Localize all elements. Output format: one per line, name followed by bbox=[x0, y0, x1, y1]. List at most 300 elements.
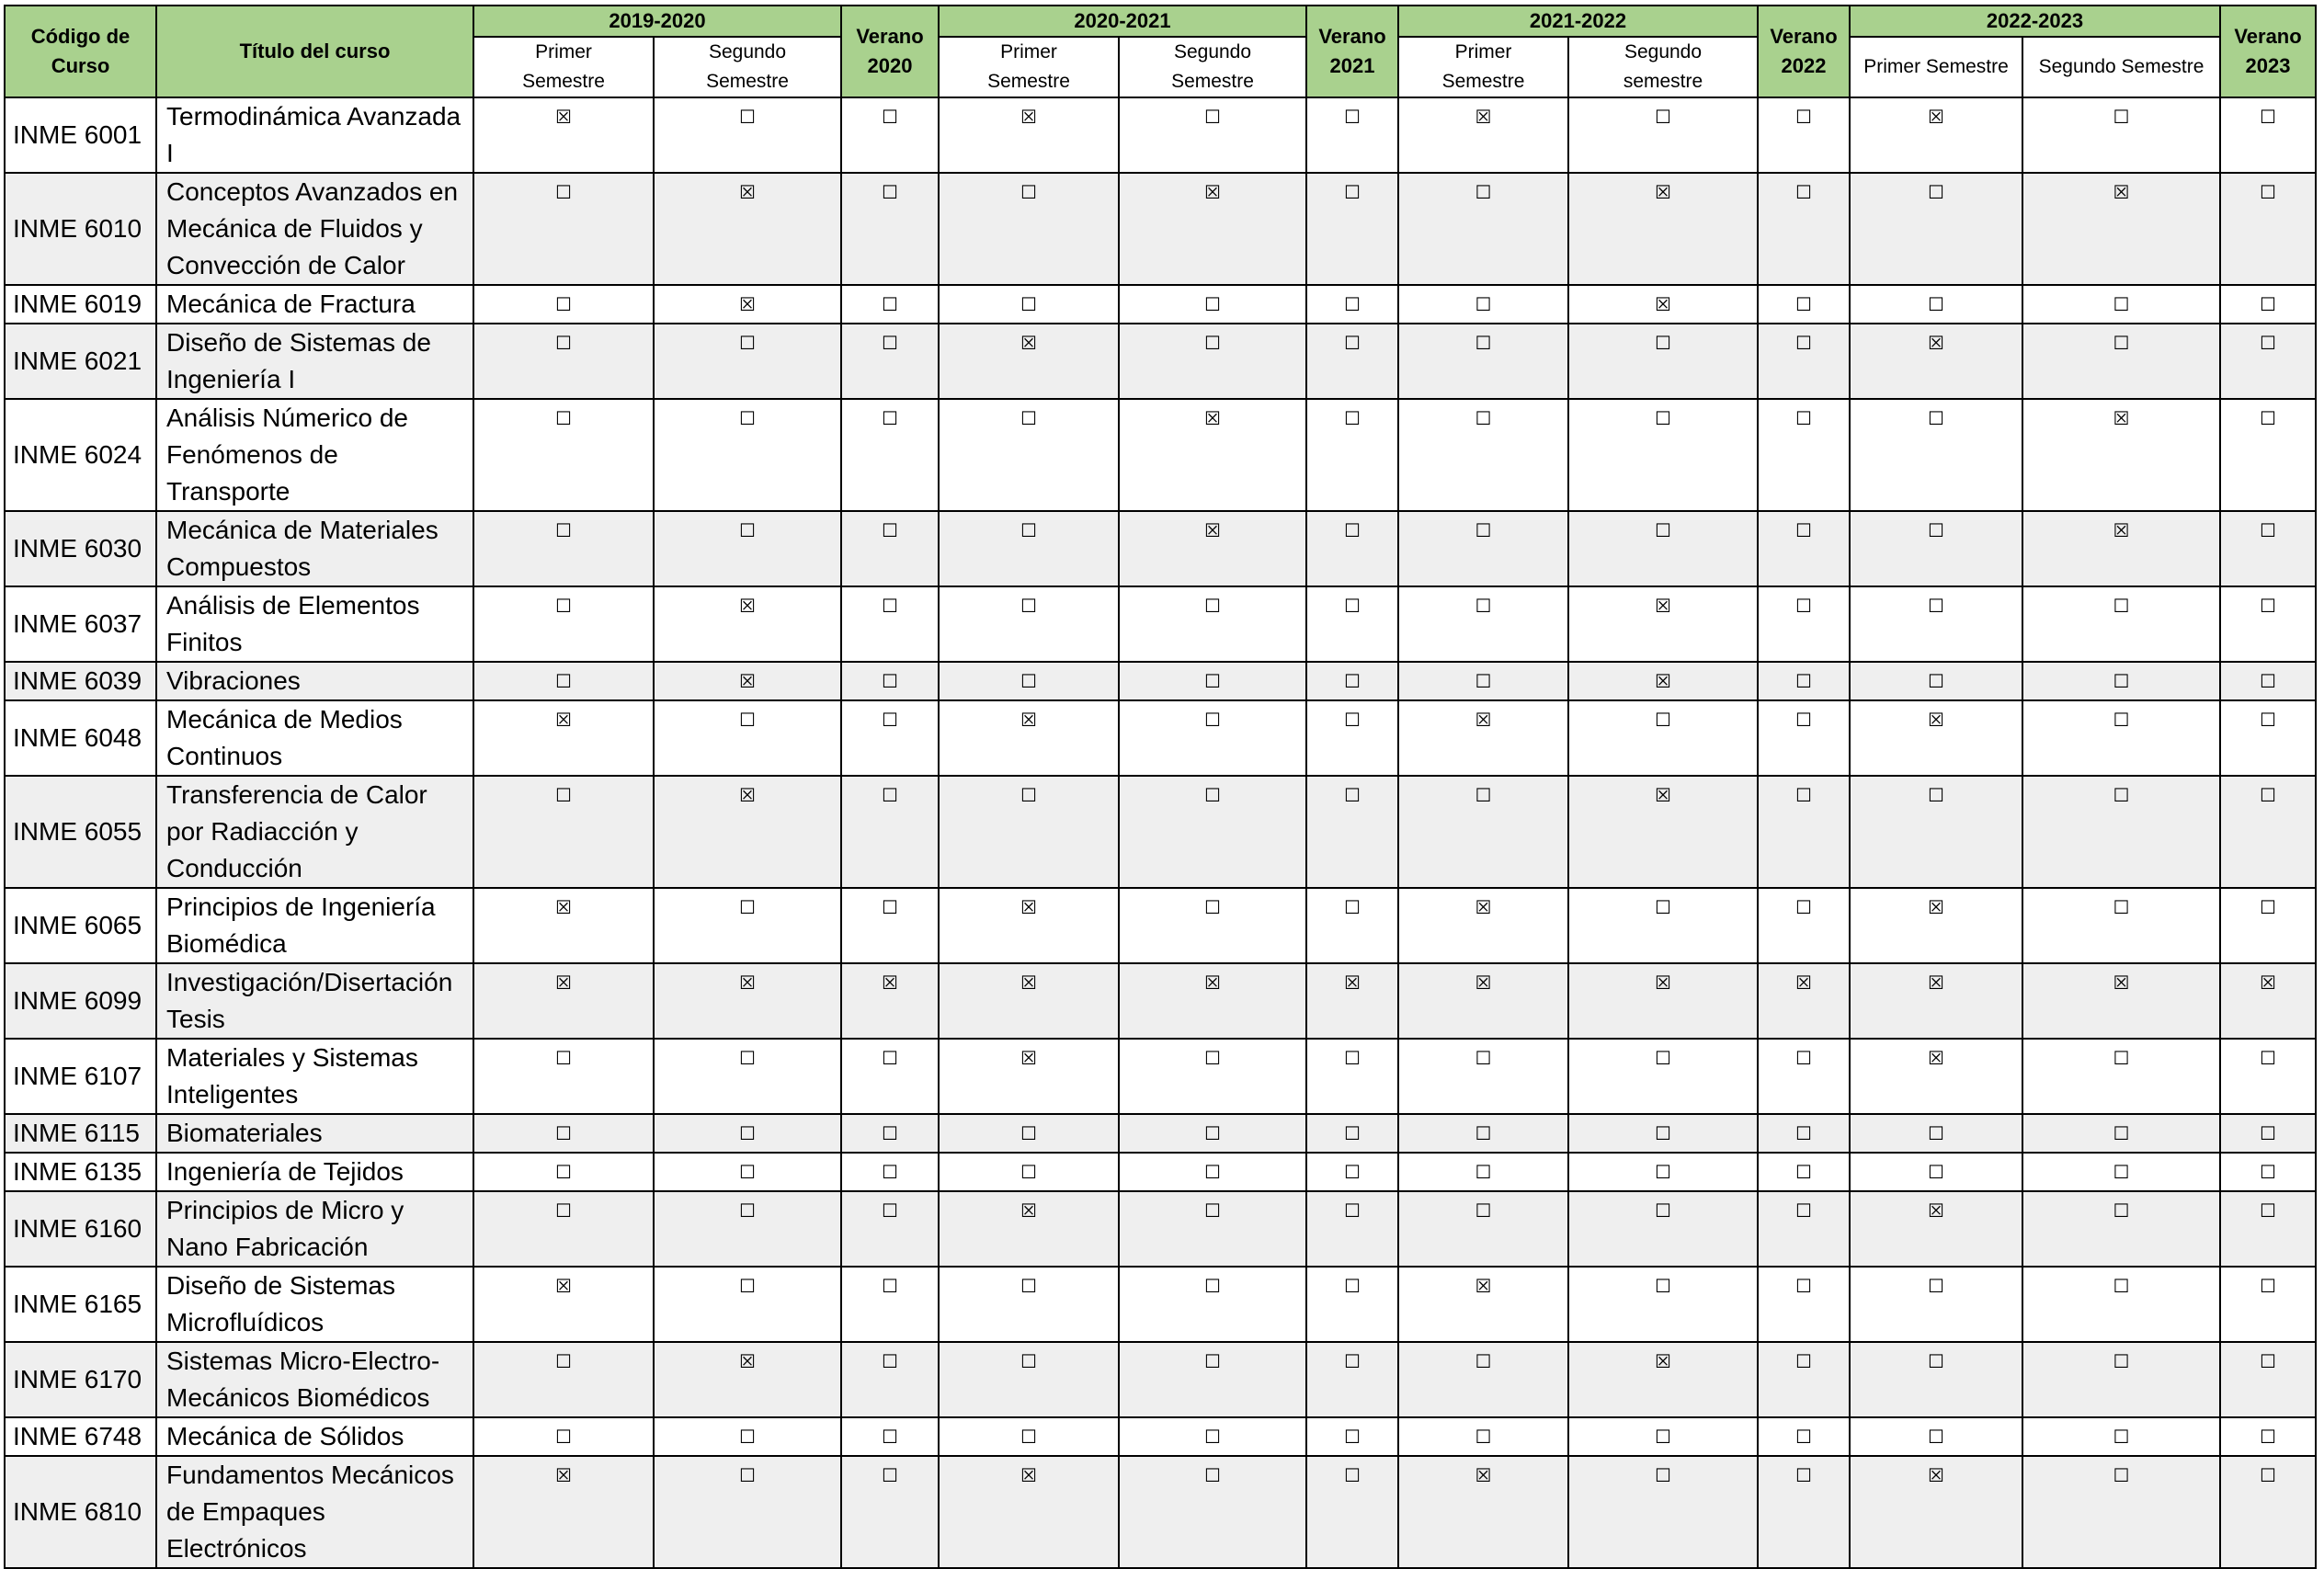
course-code-cell: INME 6010 bbox=[5, 173, 156, 285]
checked-box-icon: ☒ bbox=[1119, 173, 1306, 285]
unchecked-box-icon: ☐ bbox=[841, 1039, 939, 1114]
unchecked-box-icon: ☐ bbox=[841, 1191, 939, 1267]
course-code-cell: INME 6748 bbox=[5, 1417, 156, 1456]
unchecked-box-icon: ☐ bbox=[654, 700, 841, 776]
unchecked-box-icon: ☐ bbox=[1568, 1456, 1758, 1568]
unchecked-box-icon: ☐ bbox=[2022, 662, 2220, 700]
unchecked-box-icon: ☐ bbox=[1398, 586, 1568, 662]
course-code-cell: INME 6019 bbox=[5, 285, 156, 324]
unchecked-box-icon: ☐ bbox=[841, 511, 939, 586]
checked-box-icon: ☒ bbox=[939, 97, 1119, 173]
unchecked-box-icon: ☐ bbox=[841, 662, 939, 700]
course-title-cell: Mecánica de Medios Continuos bbox=[156, 700, 473, 776]
second-semester-header: Segundo Semestre bbox=[2022, 37, 2220, 97]
course-code-cell: INME 6099 bbox=[5, 963, 156, 1039]
unchecked-box-icon: ☐ bbox=[1306, 1114, 1398, 1153]
course-code-cell: INME 6024 bbox=[5, 399, 156, 511]
unchecked-box-icon: ☐ bbox=[939, 1153, 1119, 1191]
unchecked-box-icon: ☐ bbox=[1758, 511, 1850, 586]
table-row bbox=[5, 1456, 2316, 1568]
unchecked-box-icon: ☐ bbox=[2220, 324, 2316, 399]
table-row bbox=[5, 776, 2316, 888]
unchecked-box-icon: ☐ bbox=[841, 97, 939, 173]
unchecked-box-icon: ☐ bbox=[1850, 586, 2022, 662]
unchecked-box-icon: ☐ bbox=[1398, 776, 1568, 888]
unchecked-box-icon: ☐ bbox=[1306, 1153, 1398, 1191]
unchecked-box-icon: ☐ bbox=[1398, 173, 1568, 285]
unchecked-box-icon: ☐ bbox=[939, 1114, 1119, 1153]
unchecked-box-icon: ☐ bbox=[1568, 1191, 1758, 1267]
checked-box-icon: ☒ bbox=[939, 888, 1119, 963]
unchecked-box-icon: ☐ bbox=[841, 586, 939, 662]
course-title-cell: Análisis Númerico de Fenómenos de Transporte bbox=[156, 399, 473, 511]
unchecked-box-icon: ☐ bbox=[1568, 700, 1758, 776]
unchecked-box-icon: ☐ bbox=[2220, 1114, 2316, 1153]
unchecked-box-icon: ☐ bbox=[1119, 324, 1306, 399]
course-code-cell: INME 6170 bbox=[5, 1342, 156, 1417]
unchecked-box-icon: ☐ bbox=[1306, 173, 1398, 285]
unchecked-box-icon: ☐ bbox=[1758, 173, 1850, 285]
summer-word: Verano bbox=[1770, 25, 1838, 48]
unchecked-box-icon: ☐ bbox=[654, 888, 841, 963]
unchecked-box-icon: ☐ bbox=[1568, 1039, 1758, 1114]
unchecked-box-icon: ☐ bbox=[473, 285, 654, 324]
unchecked-box-icon: ☐ bbox=[1758, 1153, 1850, 1191]
checked-box-icon: ☒ bbox=[1568, 662, 1758, 700]
unchecked-box-icon: ☐ bbox=[1306, 1267, 1398, 1342]
unchecked-box-icon: ☐ bbox=[1758, 399, 1850, 511]
checked-box-icon: ☒ bbox=[2022, 963, 2220, 1039]
checked-box-icon: ☒ bbox=[1119, 399, 1306, 511]
unchecked-box-icon: ☐ bbox=[1306, 1191, 1398, 1267]
first-semester-header: Primer Semestre bbox=[1398, 37, 1568, 97]
checked-box-icon: ☒ bbox=[1850, 1456, 2022, 1568]
unchecked-box-icon: ☐ bbox=[1119, 888, 1306, 963]
unchecked-box-icon: ☐ bbox=[1758, 1342, 1850, 1417]
unchecked-box-icon: ☐ bbox=[1758, 586, 1850, 662]
unchecked-box-icon: ☐ bbox=[1850, 173, 2022, 285]
checked-box-icon: ☒ bbox=[654, 285, 841, 324]
unchecked-box-icon: ☐ bbox=[2022, 700, 2220, 776]
year-header-2019-2020: 2019-2020 bbox=[473, 6, 841, 37]
unchecked-box-icon: ☐ bbox=[1758, 1456, 1850, 1568]
unchecked-box-icon: ☐ bbox=[1306, 586, 1398, 662]
unchecked-box-icon: ☐ bbox=[473, 1153, 654, 1191]
checked-box-icon: ☒ bbox=[1398, 97, 1568, 173]
unchecked-box-icon: ☐ bbox=[939, 586, 1119, 662]
unchecked-box-icon: ☐ bbox=[1568, 1153, 1758, 1191]
course-title-cell: Conceptos Avanzados en Mecánica de Fluidos y Convección de Calor bbox=[156, 173, 473, 285]
checked-box-icon: ☒ bbox=[473, 1456, 654, 1568]
unchecked-box-icon: ☐ bbox=[841, 1267, 939, 1342]
course-title-cell: Biomateriales bbox=[156, 1114, 473, 1153]
unchecked-box-icon: ☐ bbox=[473, 173, 654, 285]
unchecked-box-icon: ☐ bbox=[1306, 511, 1398, 586]
unchecked-box-icon: ☐ bbox=[2220, 1456, 2316, 1568]
unchecked-box-icon: ☐ bbox=[2220, 586, 2316, 662]
unchecked-box-icon: ☐ bbox=[654, 1153, 841, 1191]
table-row bbox=[5, 285, 2316, 324]
checked-box-icon: ☒ bbox=[1398, 700, 1568, 776]
course-title-cell: Investigación/Disertación Tesis bbox=[156, 963, 473, 1039]
unchecked-box-icon: ☐ bbox=[841, 173, 939, 285]
unchecked-box-icon: ☐ bbox=[1758, 324, 1850, 399]
unchecked-box-icon: ☐ bbox=[1568, 97, 1758, 173]
unchecked-box-icon: ☐ bbox=[654, 324, 841, 399]
checked-box-icon: ☒ bbox=[1850, 97, 2022, 173]
unchecked-box-icon: ☐ bbox=[1398, 662, 1568, 700]
unchecked-box-icon: ☐ bbox=[1758, 97, 1850, 173]
course-code-cell: INME 6039 bbox=[5, 662, 156, 700]
checked-box-icon: ☒ bbox=[1568, 586, 1758, 662]
year-header-2021-2022: 2021-2022 bbox=[1398, 6, 1758, 37]
unchecked-box-icon: ☐ bbox=[1568, 324, 1758, 399]
unchecked-box-icon: ☐ bbox=[1306, 324, 1398, 399]
unchecked-box-icon: ☐ bbox=[1850, 776, 2022, 888]
unchecked-box-icon: ☐ bbox=[1306, 1456, 1398, 1568]
unchecked-box-icon: ☐ bbox=[654, 399, 841, 511]
unchecked-box-icon: ☐ bbox=[1758, 1267, 1850, 1342]
unchecked-box-icon: ☐ bbox=[1568, 399, 1758, 511]
unchecked-box-icon: ☐ bbox=[654, 1456, 841, 1568]
unchecked-box-icon: ☐ bbox=[654, 1191, 841, 1267]
unchecked-box-icon: ☐ bbox=[1758, 776, 1850, 888]
unchecked-box-icon: ☐ bbox=[841, 776, 939, 888]
unchecked-box-icon: ☐ bbox=[1398, 1114, 1568, 1153]
checked-box-icon: ☒ bbox=[1568, 285, 1758, 324]
unchecked-box-icon: ☐ bbox=[2220, 173, 2316, 285]
checked-box-icon: ☒ bbox=[473, 700, 654, 776]
unchecked-box-icon: ☐ bbox=[1119, 586, 1306, 662]
unchecked-box-icon: ☐ bbox=[1850, 1417, 2022, 1456]
checked-box-icon: ☒ bbox=[473, 963, 654, 1039]
table-row bbox=[5, 399, 2316, 511]
checked-box-icon: ☒ bbox=[654, 1342, 841, 1417]
course-title-cell: Diseño de Sistemas Microfluídicos bbox=[156, 1267, 473, 1342]
checked-box-icon: ☒ bbox=[1850, 963, 2022, 1039]
unchecked-box-icon: ☐ bbox=[1850, 662, 2022, 700]
course-title-cell: Vibraciones bbox=[156, 662, 473, 700]
unchecked-box-icon: ☐ bbox=[2220, 97, 2316, 173]
unchecked-box-icon: ☐ bbox=[1568, 1417, 1758, 1456]
unchecked-box-icon: ☐ bbox=[2022, 776, 2220, 888]
unchecked-box-icon: ☐ bbox=[1119, 1342, 1306, 1417]
table-row bbox=[5, 700, 2316, 776]
checked-box-icon: ☒ bbox=[841, 963, 939, 1039]
course-title-cell: Análisis de Elementos Finitos bbox=[156, 586, 473, 662]
unchecked-box-icon: ☐ bbox=[2220, 888, 2316, 963]
unchecked-box-icon: ☐ bbox=[841, 285, 939, 324]
unchecked-box-icon: ☐ bbox=[1306, 1039, 1398, 1114]
unchecked-box-icon: ☐ bbox=[2220, 511, 2316, 586]
checked-box-icon: ☒ bbox=[939, 1456, 1119, 1568]
table-row bbox=[5, 1417, 2316, 1456]
summer-word: Verano bbox=[1318, 25, 1386, 48]
unchecked-box-icon: ☐ bbox=[2022, 1342, 2220, 1417]
unchecked-box-icon: ☐ bbox=[1398, 1191, 1568, 1267]
unchecked-box-icon: ☐ bbox=[1758, 662, 1850, 700]
checked-box-icon: ☒ bbox=[1758, 963, 1850, 1039]
unchecked-box-icon: ☐ bbox=[2220, 776, 2316, 888]
unchecked-box-icon: ☐ bbox=[1306, 888, 1398, 963]
checked-box-icon: ☒ bbox=[2022, 511, 2220, 586]
summer-header-2022 bbox=[1758, 6, 1850, 97]
unchecked-box-icon: ☐ bbox=[1398, 1039, 1568, 1114]
unchecked-box-icon: ☐ bbox=[1119, 1417, 1306, 1456]
unchecked-box-icon: ☐ bbox=[1306, 662, 1398, 700]
unchecked-box-icon: ☐ bbox=[1306, 399, 1398, 511]
checked-box-icon: ☒ bbox=[1568, 776, 1758, 888]
unchecked-box-icon: ☐ bbox=[2220, 1039, 2316, 1114]
unchecked-box-icon: ☐ bbox=[473, 662, 654, 700]
unchecked-box-icon: ☐ bbox=[2022, 1039, 2220, 1114]
checked-box-icon: ☒ bbox=[1568, 173, 1758, 285]
checked-box-icon: ☒ bbox=[1850, 1039, 2022, 1114]
checked-box-icon: ☒ bbox=[654, 662, 841, 700]
course-title-cell: Termodinámica Avanzada I bbox=[156, 97, 473, 173]
unchecked-box-icon: ☐ bbox=[473, 776, 654, 888]
unchecked-box-icon: ☐ bbox=[1850, 1267, 2022, 1342]
table-row bbox=[5, 1039, 2316, 1114]
unchecked-box-icon: ☐ bbox=[841, 1456, 939, 1568]
unchecked-box-icon: ☐ bbox=[1398, 399, 1568, 511]
unchecked-box-icon: ☐ bbox=[939, 662, 1119, 700]
unchecked-box-icon: ☐ bbox=[2220, 399, 2316, 511]
unchecked-box-icon: ☐ bbox=[939, 1417, 1119, 1456]
unchecked-box-icon: ☐ bbox=[1119, 1039, 1306, 1114]
unchecked-box-icon: ☐ bbox=[1119, 1456, 1306, 1568]
course-code-cell: INME 6001 bbox=[5, 97, 156, 173]
unchecked-box-icon: ☐ bbox=[2220, 662, 2316, 700]
checked-box-icon: ☒ bbox=[654, 776, 841, 888]
unchecked-box-icon: ☐ bbox=[939, 1342, 1119, 1417]
unchecked-box-icon: ☐ bbox=[1119, 662, 1306, 700]
checked-box-icon: ☒ bbox=[654, 963, 841, 1039]
unchecked-box-icon: ☐ bbox=[654, 1114, 841, 1153]
unchecked-box-icon: ☐ bbox=[2022, 1153, 2220, 1191]
unchecked-box-icon: ☐ bbox=[1398, 285, 1568, 324]
checked-box-icon: ☒ bbox=[2022, 173, 2220, 285]
checked-box-icon: ☒ bbox=[1119, 511, 1306, 586]
unchecked-box-icon: ☐ bbox=[2022, 324, 2220, 399]
checked-box-icon: ☒ bbox=[939, 700, 1119, 776]
course-title-cell: Principios de Ingeniería Biomédica bbox=[156, 888, 473, 963]
unchecked-box-icon: ☐ bbox=[1850, 285, 2022, 324]
checked-box-icon: ☒ bbox=[1398, 963, 1568, 1039]
unchecked-box-icon: ☐ bbox=[939, 511, 1119, 586]
checked-box-icon: ☒ bbox=[939, 1191, 1119, 1267]
unchecked-box-icon: ☐ bbox=[2022, 1114, 2220, 1153]
unchecked-box-icon: ☐ bbox=[473, 1039, 654, 1114]
course-rows bbox=[5, 97, 2316, 1568]
summer-header-2020 bbox=[841, 6, 939, 97]
checked-box-icon: ☒ bbox=[2220, 963, 2316, 1039]
course-title-cell: Fundamentos Mecánicos de Empaques Electrónicos bbox=[156, 1456, 473, 1568]
course-code-cell: INME 6021 bbox=[5, 324, 156, 399]
unchecked-box-icon: ☐ bbox=[473, 1114, 654, 1153]
year-header-2020-2021: 2020-2021 bbox=[939, 6, 1306, 37]
course-code-cell: INME 6160 bbox=[5, 1191, 156, 1267]
unchecked-box-icon: ☐ bbox=[2220, 1267, 2316, 1342]
unchecked-box-icon: ☐ bbox=[1119, 1191, 1306, 1267]
unchecked-box-icon: ☐ bbox=[654, 1039, 841, 1114]
unchecked-box-icon: ☐ bbox=[1398, 1417, 1568, 1456]
table-header bbox=[5, 6, 2316, 97]
course-title-cell: Transferencia de Calor por Radiacción y Conducción bbox=[156, 776, 473, 888]
unchecked-box-icon: ☐ bbox=[1119, 285, 1306, 324]
checked-box-icon: ☒ bbox=[1306, 963, 1398, 1039]
table-row bbox=[5, 888, 2316, 963]
first-semester-header: Primer Semestre bbox=[1850, 37, 2022, 97]
unchecked-box-icon: ☐ bbox=[2220, 1191, 2316, 1267]
summer-header-2023 bbox=[2220, 6, 2316, 97]
course-title-cell: Sistemas Micro-Electro-Mecánicos Biomédicos bbox=[156, 1342, 473, 1417]
course-offering-table bbox=[4, 5, 2317, 1569]
checked-box-icon: ☒ bbox=[1850, 324, 2022, 399]
unchecked-box-icon: ☐ bbox=[1850, 1153, 2022, 1191]
unchecked-box-icon: ☐ bbox=[1119, 1267, 1306, 1342]
unchecked-box-icon: ☐ bbox=[1119, 776, 1306, 888]
unchecked-box-icon: ☐ bbox=[2022, 1417, 2220, 1456]
unchecked-box-icon: ☐ bbox=[841, 1153, 939, 1191]
course-code-cell: INME 6055 bbox=[5, 776, 156, 888]
checked-box-icon: ☒ bbox=[939, 963, 1119, 1039]
course-title-cell: Diseño de Sistemas de Ingeniería I bbox=[156, 324, 473, 399]
unchecked-box-icon: ☐ bbox=[2022, 1267, 2220, 1342]
unchecked-box-icon: ☐ bbox=[1306, 1342, 1398, 1417]
course-code-cell: INME 6048 bbox=[5, 700, 156, 776]
unchecked-box-icon: ☐ bbox=[841, 324, 939, 399]
unchecked-box-icon: ☐ bbox=[654, 1267, 841, 1342]
course-title-cell: Ingeniería de Tejidos bbox=[156, 1153, 473, 1191]
unchecked-box-icon: ☐ bbox=[1568, 511, 1758, 586]
unchecked-box-icon: ☐ bbox=[1306, 776, 1398, 888]
unchecked-box-icon: ☐ bbox=[939, 285, 1119, 324]
summer-year: 2020 bbox=[867, 54, 913, 77]
unchecked-box-icon: ☐ bbox=[2022, 1456, 2220, 1568]
checked-box-icon: ☒ bbox=[473, 1267, 654, 1342]
unchecked-box-icon: ☐ bbox=[1568, 1267, 1758, 1342]
course-title-cell: Mecánica de Sólidos bbox=[156, 1417, 473, 1456]
unchecked-box-icon: ☐ bbox=[1119, 97, 1306, 173]
checked-box-icon: ☒ bbox=[1398, 888, 1568, 963]
unchecked-box-icon: ☐ bbox=[473, 399, 654, 511]
unchecked-box-icon: ☐ bbox=[841, 1342, 939, 1417]
checked-box-icon: ☒ bbox=[1850, 888, 2022, 963]
checked-box-icon: ☒ bbox=[654, 173, 841, 285]
unchecked-box-icon: ☐ bbox=[1850, 399, 2022, 511]
unchecked-box-icon: ☐ bbox=[473, 586, 654, 662]
unchecked-box-icon: ☐ bbox=[841, 1417, 939, 1456]
unchecked-box-icon: ☐ bbox=[1850, 1114, 2022, 1153]
checked-box-icon: ☒ bbox=[1119, 963, 1306, 1039]
unchecked-box-icon: ☐ bbox=[473, 1342, 654, 1417]
course-title-header: Título del curso bbox=[156, 6, 473, 97]
checked-box-icon: ☒ bbox=[939, 1039, 1119, 1114]
unchecked-box-icon: ☐ bbox=[2022, 1191, 2220, 1267]
table-row bbox=[5, 97, 2316, 173]
unchecked-box-icon: ☐ bbox=[1398, 511, 1568, 586]
course-code-cell: INME 6065 bbox=[5, 888, 156, 963]
unchecked-box-icon: ☐ bbox=[1119, 1114, 1306, 1153]
unchecked-box-icon: ☐ bbox=[939, 1267, 1119, 1342]
table-row bbox=[5, 963, 2316, 1039]
unchecked-box-icon: ☐ bbox=[841, 1114, 939, 1153]
table-row bbox=[5, 511, 2316, 586]
checked-box-icon: ☒ bbox=[1568, 1342, 1758, 1417]
course-code-cell: INME 6165 bbox=[5, 1267, 156, 1342]
summer-word: Verano bbox=[2234, 25, 2302, 48]
unchecked-box-icon: ☐ bbox=[2022, 888, 2220, 963]
checked-box-icon: ☒ bbox=[473, 97, 654, 173]
unchecked-box-icon: ☐ bbox=[2220, 1342, 2316, 1417]
unchecked-box-icon: ☐ bbox=[473, 1191, 654, 1267]
unchecked-box-icon: ☐ bbox=[1306, 97, 1398, 173]
table-row bbox=[5, 324, 2316, 399]
table-row bbox=[5, 1191, 2316, 1267]
course-code-cell: INME 6030 bbox=[5, 511, 156, 586]
unchecked-box-icon: ☐ bbox=[2022, 586, 2220, 662]
course-code-cell: INME 6135 bbox=[5, 1153, 156, 1191]
course-code-cell: INME 6115 bbox=[5, 1114, 156, 1153]
unchecked-box-icon: ☐ bbox=[1758, 1417, 1850, 1456]
checked-box-icon: ☒ bbox=[1850, 700, 2022, 776]
unchecked-box-icon: ☐ bbox=[1398, 324, 1568, 399]
course-code-cell: INME 6037 bbox=[5, 586, 156, 662]
unchecked-box-icon: ☐ bbox=[1758, 888, 1850, 963]
unchecked-box-icon: ☐ bbox=[1306, 700, 1398, 776]
unchecked-box-icon: ☐ bbox=[1850, 511, 2022, 586]
unchecked-box-icon: ☐ bbox=[2220, 700, 2316, 776]
unchecked-box-icon: ☐ bbox=[473, 1417, 654, 1456]
table-row bbox=[5, 1267, 2316, 1342]
unchecked-box-icon: ☐ bbox=[1758, 1114, 1850, 1153]
course-title-cell: Mecánica de Fractura bbox=[156, 285, 473, 324]
unchecked-box-icon: ☐ bbox=[1398, 1153, 1568, 1191]
unchecked-box-icon: ☐ bbox=[1758, 1191, 1850, 1267]
checked-box-icon: ☒ bbox=[1398, 1456, 1568, 1568]
checked-box-icon: ☒ bbox=[1568, 963, 1758, 1039]
table-row bbox=[5, 586, 2316, 662]
second-semester-header: Segundo semestre bbox=[1568, 37, 1758, 97]
unchecked-box-icon: ☐ bbox=[1758, 700, 1850, 776]
unchecked-box-icon: ☐ bbox=[1758, 285, 1850, 324]
table-row bbox=[5, 1153, 2316, 1191]
unchecked-box-icon: ☐ bbox=[2220, 1417, 2316, 1456]
unchecked-box-icon: ☐ bbox=[1119, 1153, 1306, 1191]
second-semester-header: Segundo Semestre bbox=[654, 37, 841, 97]
unchecked-box-icon: ☐ bbox=[654, 97, 841, 173]
unchecked-box-icon: ☐ bbox=[1850, 1342, 2022, 1417]
unchecked-box-icon: ☐ bbox=[1758, 1039, 1850, 1114]
table-row bbox=[5, 1342, 2316, 1417]
checked-box-icon: ☒ bbox=[2022, 399, 2220, 511]
unchecked-box-icon: ☐ bbox=[473, 511, 654, 586]
course-title-cell: Principios de Micro y Nano Fabricación bbox=[156, 1191, 473, 1267]
unchecked-box-icon: ☐ bbox=[2220, 285, 2316, 324]
unchecked-box-icon: ☐ bbox=[1568, 1114, 1758, 1153]
unchecked-box-icon: ☐ bbox=[841, 399, 939, 511]
unchecked-box-icon: ☐ bbox=[841, 888, 939, 963]
first-semester-header: Primer Semestre bbox=[473, 37, 654, 97]
course-title-cell: Materiales y Sistemas Inteligentes bbox=[156, 1039, 473, 1114]
course-code-header: Código de Curso bbox=[5, 6, 156, 97]
unchecked-box-icon: ☐ bbox=[939, 776, 1119, 888]
unchecked-box-icon: ☐ bbox=[939, 399, 1119, 511]
unchecked-box-icon: ☐ bbox=[1568, 888, 1758, 963]
unchecked-box-icon: ☐ bbox=[2220, 1153, 2316, 1191]
unchecked-box-icon: ☐ bbox=[2022, 97, 2220, 173]
